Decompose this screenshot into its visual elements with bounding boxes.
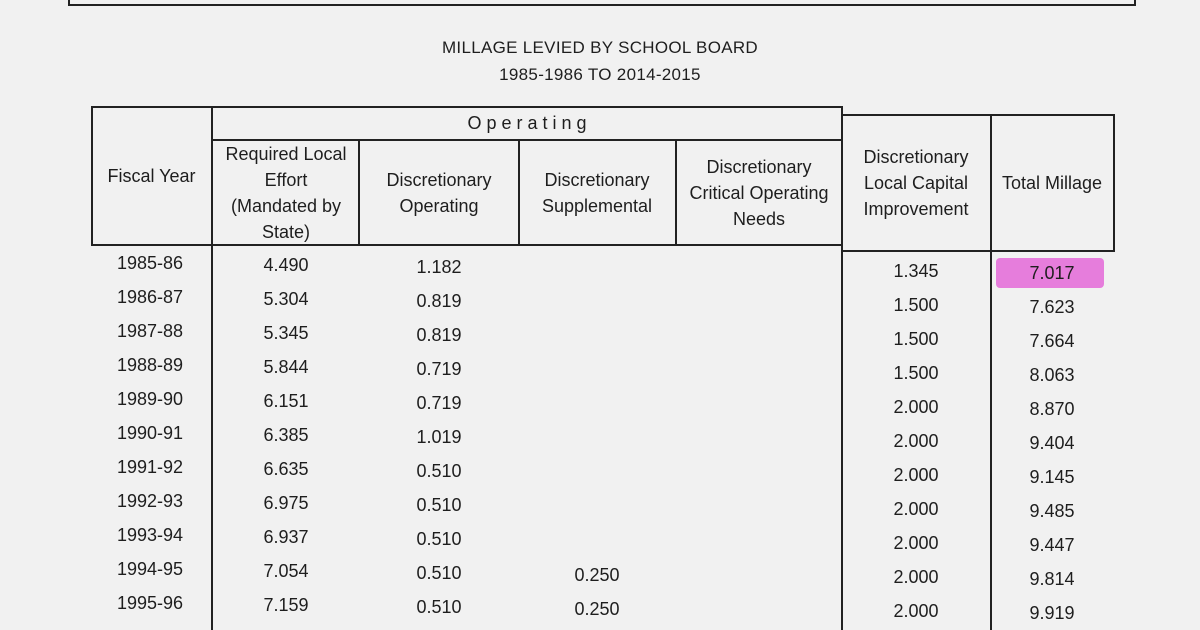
cell-fiscal-year: 1994-95 (116, 559, 184, 579)
cell-required-local-effort: 6.635 (263, 459, 309, 479)
cell-critical-operating-needs (684, 389, 834, 423)
cell-required-local-effort: 7.054 (263, 561, 309, 581)
cell-total-millage: 9.814 (1029, 569, 1075, 589)
cell-local-capital-improvement: 2.000 (893, 465, 939, 485)
col-header-discretionary-operating: Discretionary Operating (386, 170, 492, 216)
cell-critical-operating-needs (684, 423, 834, 457)
cell-local-capital-improvement: 2.000 (893, 499, 939, 519)
cell-discretionary-supplemental (522, 320, 672, 354)
cell-local-capital-improvement: 2.000 (893, 431, 939, 451)
cell-critical-operating-needs (684, 253, 834, 287)
cell-fiscal-year: 1990-91 (116, 423, 184, 443)
cell-required-local-effort: 7.159 (263, 595, 309, 615)
cell-critical-operating-needs (684, 287, 834, 321)
cell-discretionary-operating: 0.819 (416, 291, 462, 311)
cell-discretionary-operating: 0.510 (416, 597, 462, 617)
cell-total-millage: 9.919 (1029, 603, 1075, 623)
operating-group-header: O p e r a t i n g (467, 113, 587, 133)
cell-total-millage: 7.017 (1029, 263, 1075, 283)
cell-total-millage: 9.447 (1029, 535, 1075, 555)
cell-total-millage: 9.404 (1029, 433, 1075, 453)
cell-discretionary-supplemental (522, 490, 672, 524)
cell-critical-operating-needs (684, 457, 834, 491)
cell-critical-operating-needs (684, 593, 834, 627)
cell-local-capital-improvement: 2.000 (893, 397, 939, 417)
cell-discretionary-supplemental (522, 456, 672, 490)
cell-total-millage: 8.870 (1029, 399, 1075, 419)
cell-local-capital-improvement: 1.345 (893, 261, 939, 281)
cell-required-local-effort: 5.345 (263, 323, 309, 343)
cell-discretionary-operating: 1.019 (416, 427, 462, 447)
cell-discretionary-supplemental (522, 354, 672, 388)
cell-critical-operating-needs (684, 491, 834, 525)
cell-critical-operating-needs (684, 355, 834, 389)
col-header-required-local-effort: Required Local Effort (Mandated by State) (225, 144, 347, 242)
cell-total-millage: 7.664 (1029, 331, 1075, 351)
cell-discretionary-operating: 0.510 (416, 495, 462, 515)
cell-fiscal-year: 1985-86 (116, 253, 184, 273)
top-frame (68, 0, 1136, 6)
cell-discretionary-operating: 0.719 (416, 359, 462, 379)
cell-discretionary-supplemental (522, 286, 672, 320)
cell-fiscal-year: 1993-94 (116, 525, 184, 545)
cell-required-local-effort: 4.490 (263, 255, 309, 275)
cell-fiscal-year: 1995-96 (116, 593, 184, 613)
cell-discretionary-supplemental: 0.250 (574, 599, 620, 619)
cell-local-capital-improvement: 1.500 (893, 363, 939, 383)
cell-discretionary-operating: 0.719 (416, 393, 462, 413)
cell-local-capital-improvement: 2.000 (893, 601, 939, 621)
cell-fiscal-year: 1991-92 (116, 457, 184, 477)
cell-critical-operating-needs (684, 525, 834, 559)
cell-fiscal-year: 1989-90 (116, 389, 184, 409)
cell-discretionary-operating: 1.182 (416, 257, 462, 277)
cell-required-local-effort: 6.937 (263, 527, 309, 547)
cell-discretionary-operating: 0.510 (416, 461, 462, 481)
col-header-critical-operating-needs: Discretionary Critical Operating Needs (689, 157, 829, 229)
cell-fiscal-year: 1992-93 (116, 491, 184, 511)
cell-discretionary-supplemental (522, 252, 672, 286)
col-header-fiscal-year: Fiscal Year (107, 166, 196, 186)
cell-total-millage: 9.485 (1029, 501, 1075, 521)
cell-discretionary-operating: 0.510 (416, 563, 462, 583)
cell-fiscal-year: 1987-88 (116, 321, 184, 341)
cell-required-local-effort: 5.844 (263, 357, 309, 377)
cell-discretionary-operating: 0.819 (416, 325, 462, 345)
document-subtitle: 1985-1986 TO 2014-2015 (499, 65, 701, 84)
cell-discretionary-supplemental: 0.250 (574, 565, 620, 585)
cell-discretionary-operating: 0.510 (416, 529, 462, 549)
cell-discretionary-supplemental (522, 388, 672, 422)
cell-total-millage: 7.623 (1029, 297, 1075, 317)
cell-required-local-effort: 6.385 (263, 425, 309, 445)
col-header-discretionary-supplemental: Discretionary Supplemental (541, 170, 653, 216)
cell-critical-operating-needs (684, 321, 834, 355)
cell-required-local-effort: 6.151 (263, 391, 309, 411)
cell-required-local-effort: 5.304 (263, 289, 309, 309)
cell-local-capital-improvement: 1.500 (893, 295, 939, 315)
cell-critical-operating-needs (684, 559, 834, 593)
cell-discretionary-supplemental (522, 524, 672, 558)
col-header-total-millage: Total Millage (1001, 173, 1103, 193)
col-header-local-capital-improvement: Discretionary Local Capital Improvement (863, 147, 969, 219)
cell-local-capital-improvement: 2.000 (893, 533, 939, 553)
cell-required-local-effort: 6.975 (263, 493, 309, 513)
document-title: MILLAGE LEVIED BY SCHOOL BOARD (441, 38, 759, 57)
cell-total-millage: 8.063 (1029, 365, 1075, 385)
cell-local-capital-improvement: 2.000 (893, 567, 939, 587)
cell-local-capital-improvement: 1.500 (893, 329, 939, 349)
cell-total-millage: 9.145 (1029, 467, 1075, 487)
cell-fiscal-year: 1988-89 (116, 355, 184, 375)
cell-discretionary-supplemental (522, 422, 672, 456)
cell-fiscal-year: 1986-87 (116, 287, 184, 307)
